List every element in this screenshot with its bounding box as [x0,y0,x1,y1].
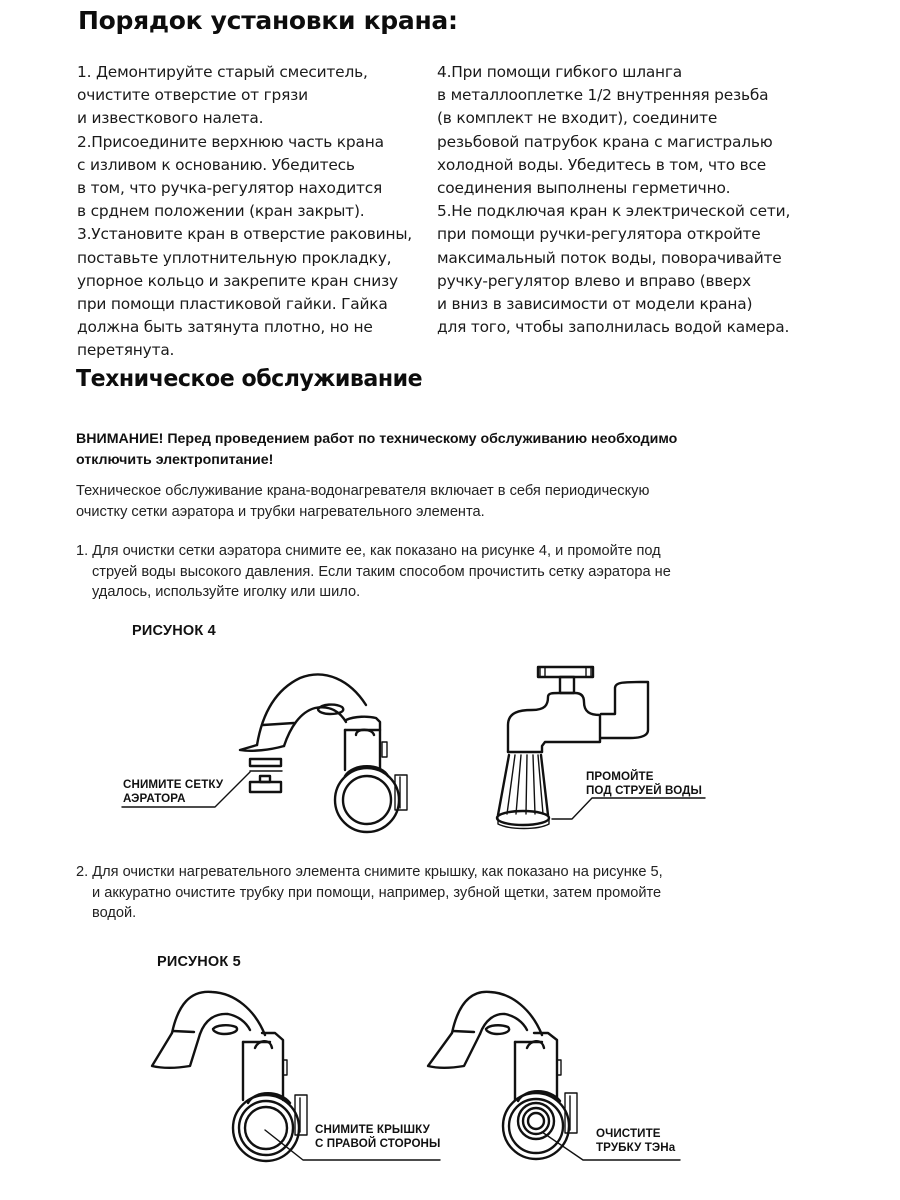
text-line: удалось, используйте иголку или шило. [92,584,361,600]
text-line: в том, что ручка-регулятор находится [77,179,383,198]
text-line: СНИМИТЕ КРЫШКУ [315,1123,430,1136]
text-line: 3.Установите кран в отверстие раковины, [77,225,412,244]
text-line: очистку сетки аэратора и трубки нагревательного элемента. [76,503,485,520]
text-line: очистите отверстие от грязи [77,86,308,105]
text-line: в металлооплетке 1/2 внутренняя резьба [437,86,769,105]
text-line: Техническое обслуживание крана-водонагревателя включает в себя периодическую [76,483,650,499]
text-line: холодной воды. Убедитесь в том, что все [437,155,767,174]
text-line: (в комплект не входит), соедините [437,109,718,128]
text-line: ОЧИСТИТЕ [596,1127,661,1140]
text-line: С ПРАВОЙ СТОРОНЫ [315,1136,441,1150]
text-line: с изливом к основанию. Убедитесь [77,155,355,174]
text-line: АЭРАТОРА [123,791,186,805]
text-line: в срднем положении (кран закрыт). [77,202,365,221]
figure-4-label: РИСУНОК 4 [132,623,216,639]
text-line: струей воды высокого давления. Если таким способом прочистить сетку аэратора не [92,563,671,580]
text-line: резьбовой патрубок крана с магистралью [437,132,773,151]
text-line: поставьте уплотнительную прокладку, [77,248,392,267]
text-line: ПОД СТРУЕЙ ВОДЫ [586,783,702,797]
text-line: и вниз в зависимости от модели крана) [437,295,753,314]
text-line: 1. Для очистки сетки аэратора снимите ее, как показано на рисунке 4, и промойте под [76,543,661,559]
text-line: водой. [92,905,137,921]
maintenance-title: Техническое обслуживание [76,364,423,392]
text-line: 4.При помощи гибкого шланга [437,63,683,81]
text-line: 2. Для очистки нагревательного элемента снимите крышку, как показано на рисунке 5, [76,864,663,880]
callout-clean-heater-tube [596,1127,675,1154]
text-line: ТРУБКУ ТЭНа [596,1140,676,1154]
text-line: должна быть затянута плотно, но не [77,318,373,337]
text-line: 5.Не подключая кран к электрической сети, [437,202,791,221]
text-line: 2.Присоедините верхнюю часть крана [77,132,384,151]
text-line: отключить электропитание! [76,451,274,468]
text-line: ВНИМАНИЕ! Перед проведением работ по техническому обслуживанию необходимо [76,431,678,447]
text-line: соединения выполнены герметично. [437,179,731,198]
text-line: и известкового налета. [77,109,264,128]
text-line: ручку-регулятор влево и вправо (вверх [437,271,751,290]
text-line: для того, чтобы заполнилась водой камера. [437,318,790,337]
text-line: при помощи ручки-регулятора откройте [437,225,761,244]
text-line: упорное кольцо и закрепите кран снизу [77,271,398,290]
text-line: максимальный поток воды, поворачивайте [437,248,782,267]
text-line: при помощи пластиковой гайки. Гайка [77,295,388,314]
text-line: перетянута. [77,341,175,360]
text-line: СНИМИТЕ СЕТКУ [123,778,224,791]
text-line: ПРОМОЙТЕ [586,770,654,783]
text-line: и аккуратно очистите трубку при помощи, например, зубной щетки, затем промойте [92,884,662,901]
text-line: 1. Демонтируйте старый смеситель, [77,63,368,81]
figure-5-label: РИСУНОК 5 [157,954,241,970]
installation-title: Порядок установки крана: [78,6,458,35]
